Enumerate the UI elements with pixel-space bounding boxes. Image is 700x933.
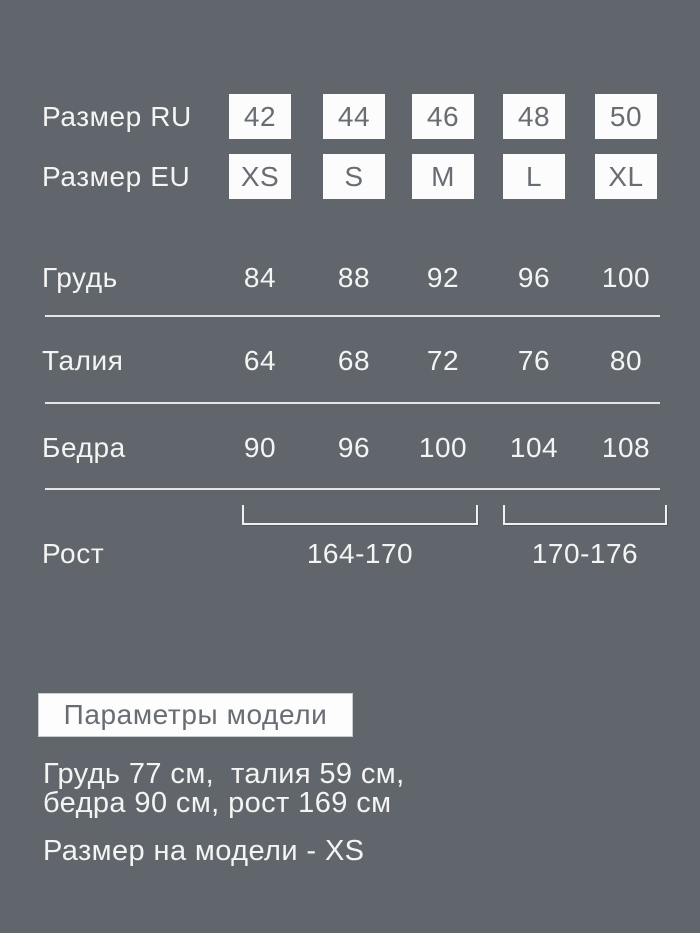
waist-value: 80 — [609, 345, 643, 376]
waist-label: Талия — [42, 345, 124, 376]
model-params-title-box — [38, 693, 353, 737]
height-label: Рост — [42, 538, 105, 569]
waist-value: 76 — [517, 345, 551, 376]
size-box-eu-2: S — [323, 154, 385, 199]
waist-value: 72 — [426, 345, 460, 376]
size-box-eu-5: XL — [595, 154, 657, 199]
hips-value: 90 — [243, 432, 277, 463]
height-group-bracket-right — [503, 505, 667, 525]
model-params-line-2: бедра 90 см, рост 169 см — [43, 787, 392, 819]
waist-value: 64 — [243, 345, 277, 376]
chest-value: 88 — [337, 262, 371, 293]
size-box-eu-4: L — [503, 154, 565, 199]
chest-label: Грудь — [42, 262, 118, 293]
height-range-1: 164-170 — [306, 538, 414, 569]
model-params-line-1: Грудь 77 см, талия 59 см, — [43, 758, 405, 790]
hips-value: 96 — [337, 432, 371, 463]
size-box-eu-1: XS — [229, 154, 291, 199]
hips-value: 100 — [418, 432, 468, 463]
height-group-bracket-left — [242, 505, 478, 525]
chest-value: 100 — [601, 262, 651, 293]
size-ru-label: Размер RU — [42, 101, 192, 132]
divider-line — [45, 315, 660, 317]
chest-value: 84 — [243, 262, 277, 293]
size-eu-label: Размер EU — [42, 161, 191, 192]
size-box-eu-3: M — [412, 154, 474, 199]
model-size-line: Размер на модели - XS — [43, 835, 365, 867]
size-box-ru-3: 46 — [412, 94, 474, 139]
hips-value: 108 — [601, 432, 651, 463]
hips-value: 104 — [509, 432, 559, 463]
chest-value: 96 — [517, 262, 551, 293]
model-params-title: Параметры модели — [63, 699, 328, 730]
height-range-2: 170-176 — [531, 538, 639, 569]
size-box-ru-1: 42 — [229, 94, 291, 139]
chest-value: 92 — [426, 262, 460, 293]
size-box-ru-2: 44 — [323, 94, 385, 139]
hips-label: Бедра — [42, 432, 126, 463]
waist-value: 68 — [337, 345, 371, 376]
divider-line — [45, 402, 660, 404]
divider-line — [45, 488, 660, 490]
size-box-ru-4: 48 — [503, 94, 565, 139]
size-box-ru-5: 50 — [595, 94, 657, 139]
